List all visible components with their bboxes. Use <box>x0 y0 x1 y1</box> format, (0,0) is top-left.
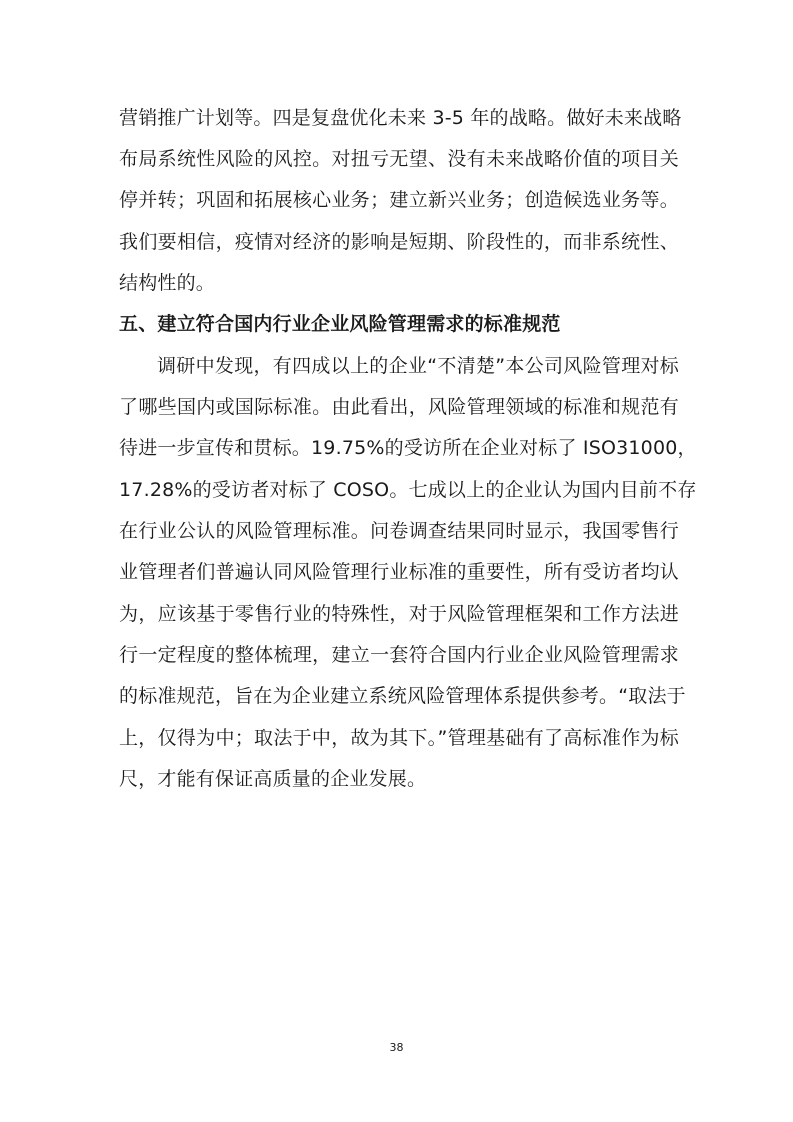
paragraph-line: 在行业公认的风险管理标准。问卷调查结果同时显示，我国零售行 <box>119 520 679 542</box>
page-number: 38 <box>389 1041 404 1054</box>
section-heading: 五、建立符合国内行业企业风险管理需求的标准规范 <box>119 313 561 335</box>
paragraph-line: 结构性的。 <box>119 272 216 294</box>
paragraph-line: 尺，才能有保证高质量的企业发展。 <box>119 768 427 790</box>
paragraph-line: 布局系统性风险的风控。对扭亏无望、没有未来战略价值的项目关 <box>119 148 679 170</box>
paragraph-line: 了哪些国内或国际标准。由此看出，风险管理领域的标准和规范有 <box>119 396 679 418</box>
paragraph-line: 调研中发现，有四成以上的企业“不清楚”本公司风险管理对标 <box>157 355 679 377</box>
paragraph-line: 营销推广计划等。四是复盘优化未来 3-5 年的战略。做好未来战略 <box>119 107 682 129</box>
paragraph-line: 上，仅得为中；取法于中，故为其下。”管理基础有了高标准作为标 <box>119 727 679 749</box>
paragraph-line: 行一定程度的整体梳理，建立一套符合国内行业企业风险管理需求 <box>119 644 679 666</box>
paragraph-line: 17.28%的受访者对标了 COSO。七成以上的企业认为国内目前不存 <box>119 479 697 501</box>
paragraph-line: 业管理者们普遍认同风险管理行业标准的重要性，所有受访者均认 <box>119 561 679 583</box>
paragraph-line: 停并转；巩固和拓展核心业务；建立新兴业务；创造候选业务等。 <box>119 189 679 211</box>
paragraph-line: 待进一步宣传和贯标。19.75%的受访所在企业对标了 ISO31000， <box>119 437 697 459</box>
paragraph-line: 的标准规范，旨在为企业建立系统风险管理体系提供参考。“取法于 <box>119 685 686 707</box>
paragraph-line: 为，应该基于零售行业的特殊性，对于风险管理框架和工作方法进 <box>119 603 679 625</box>
paragraph-line: 我们要相信，疫情对经济的影响是短期、阶段性的，而非系统性、 <box>119 231 679 253</box>
